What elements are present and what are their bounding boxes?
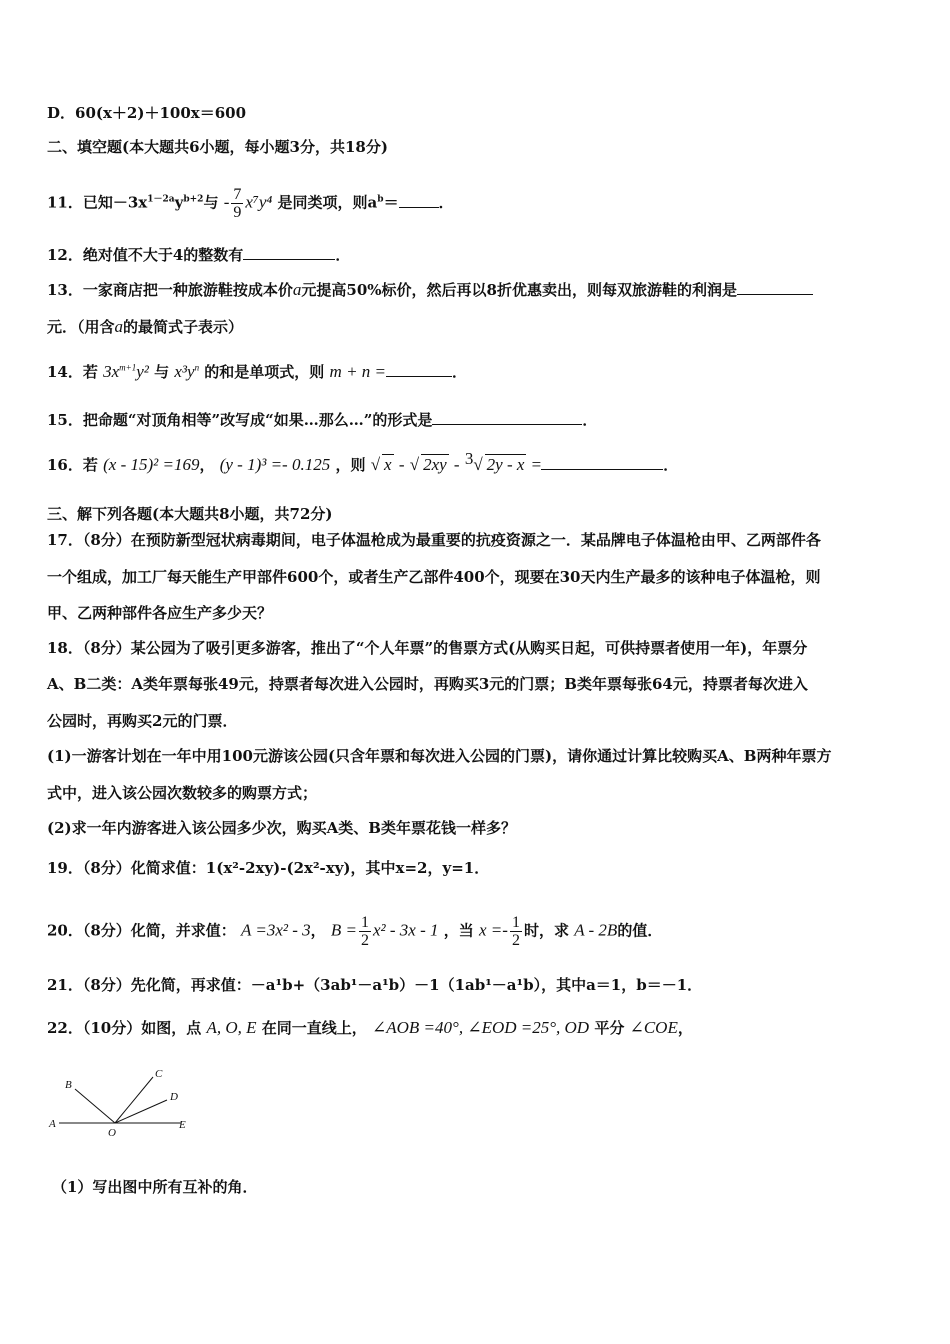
q13-text-b: 元提高50%标价，然后再以8折优惠卖出，则每双旅游鞋的利润是 bbox=[301, 281, 737, 299]
question-17-line-2: 一个组成，加工厂每天能生产甲部件600个，或者生产乙部件400个，现要在30天内生产最多的该种电子体温枪，则 bbox=[47, 568, 821, 586]
label-o: O bbox=[108, 1127, 116, 1139]
q22-coe: ∠COE bbox=[629, 1018, 678, 1037]
q16-text-a: 16．若 bbox=[47, 456, 98, 474]
q20-text-a: 20．（8分）化简，并求值： bbox=[47, 921, 236, 940]
q11-text-a: 11．已知－3x bbox=[47, 193, 148, 212]
q12-text: 12．绝对值不大于4的整数有 bbox=[47, 246, 244, 264]
question-22 bbox=[47, 1018, 907, 1038]
q16-text-b: ，则 bbox=[335, 456, 366, 474]
q11-minus: - bbox=[223, 192, 230, 212]
q13-text-c: 元．（用含 bbox=[47, 318, 115, 336]
q22-points: A, O, E bbox=[206, 1018, 257, 1037]
q13-var-a2: a bbox=[114, 317, 124, 336]
q11-text-e: ＝ bbox=[383, 193, 399, 212]
q16-sqrt-x: x bbox=[384, 455, 392, 474]
ray-ob bbox=[75, 1089, 115, 1123]
label-d: D bbox=[170, 1091, 178, 1103]
label-e: E bbox=[179, 1119, 186, 1131]
q14-text-a: 14．若 bbox=[47, 363, 98, 381]
question-14: 14．若 $3x^{m+1}y^2$ 与 $x^3y^n$ 的和是单项式，则 m + n = ． bbox=[47, 362, 468, 381]
label-b: B bbox=[65, 1079, 72, 1091]
q15-text: 15．把命题“对顶角相等”改写成“如果…那么…”的形式是 bbox=[47, 411, 433, 429]
q20-x-pre: x =- bbox=[479, 920, 508, 940]
q13-answer-blank[interactable] bbox=[737, 280, 813, 295]
q20-expr-A: A =3x² - 3 bbox=[241, 920, 311, 940]
q16-expr2: (y - 1)³ =- 0.125 bbox=[219, 455, 331, 474]
question-18-line-3: 公园时，再购买2元的门票． bbox=[47, 712, 238, 730]
question-17-line-1: 17．（8分）在预防新型冠状病毒期间，电子体温枪成为最重要的抗疫资源之一．某品牌电子体温枪由甲、乙两部件各 bbox=[47, 531, 821, 549]
q20-text-d: 的值． bbox=[617, 921, 663, 940]
q12-answer-blank[interactable] bbox=[243, 245, 335, 260]
question-18-part-1-cont: 式中，进入该公园次数较多的购票方式； bbox=[47, 784, 318, 802]
question-22-part-1: （1）写出图中所有互补的角． bbox=[52, 1178, 258, 1196]
q16-sqrt-2xy: 2xy bbox=[423, 455, 447, 474]
q16-equals: = bbox=[531, 455, 542, 474]
q22-text-a: 22．（10分）如图，点 bbox=[47, 1019, 202, 1037]
question-21: 21．（8分）先化简，再求值：－a¹b+（3ab¹－a¹b）－1（1ab¹－a¹b），其中a＝1，b＝－1． bbox=[47, 976, 703, 994]
q20-text-b: ，当 bbox=[443, 921, 474, 940]
question-17-line-3: 甲、乙两种部件各应生产多少天？ bbox=[47, 604, 273, 622]
question-18-line-1: 18．（8分）某公园为了吸引更多游客，推出了“个人年票”的售票方式(从购买日起，可供持票者使用一年)，年票分 bbox=[47, 639, 808, 657]
q20-x-fraction: $\frac{1}{2}$ bbox=[511, 914, 520, 949]
question-15: 15．把命题“对顶角相等”改写成“如果…那么…”的形式是 ． bbox=[47, 411, 598, 429]
q11-text-b: y bbox=[174, 193, 184, 212]
q11-frac-den: 9 bbox=[233, 204, 242, 221]
q16-minus-1: - bbox=[398, 455, 405, 474]
q16-radical-sign-2: √ bbox=[409, 455, 420, 474]
q11-answer-blank[interactable] bbox=[399, 193, 439, 208]
q22-text-c: 平分 bbox=[594, 1019, 625, 1037]
question-20: 20．（8分）化简，并求值： A =3x² - 3， B = $\frac{1}{2}$ x² - 3x - 1 ，当 x =- $\frac{1}{2}$ 时，求 A - 2B的值． bbox=[47, 914, 663, 949]
q20-expr-B-pre: B = bbox=[330, 920, 357, 940]
q20-expr-B-post: x² - 3x - 1 bbox=[373, 920, 439, 940]
q13-var-a: a bbox=[292, 280, 302, 299]
q11-text-c: 与 bbox=[203, 193, 219, 212]
q13-text-d: 的最简式子表示） bbox=[123, 318, 244, 336]
q11-exp3: b bbox=[377, 194, 384, 205]
q11-exp1: 1－2a bbox=[147, 194, 175, 205]
q22-angles: ∠AOB =40°, ∠EOD =25°, OD bbox=[372, 1018, 590, 1037]
question-18-line-2: A、B二类：A类年票每张49元，持票者每次进入公园时，再购买3元的门票；B类年票每张64元，持票者每次进入 bbox=[47, 675, 808, 693]
q16-cube-index: 3 bbox=[464, 449, 474, 468]
question-11: 11．已知$-3x^{1-2a}y^{b+2}$与 - $\frac{7}{9}$ x⁷y⁴ 是同类项，则$a^b=$ ． bbox=[47, 186, 454, 221]
q13-text-a: 13．一家商店把一种旅游鞋按成本价 bbox=[47, 281, 293, 299]
question-13 bbox=[47, 280, 907, 300]
q16-expr1: (x - 15)² =169 bbox=[103, 455, 200, 474]
q20-target: A - 2B bbox=[574, 920, 618, 940]
ray-od bbox=[115, 1100, 167, 1123]
section-3-heading: 三、解下列各题(本大题共8小题，共72分) bbox=[47, 505, 333, 523]
q20-B-fraction: $\frac{1}{2}$ bbox=[361, 914, 369, 949]
q11-monomial: x⁷y⁴ bbox=[245, 192, 273, 212]
q14-expr1: $3x^{m+1}y^2$ bbox=[103, 362, 149, 381]
q11-frac-num: 7 bbox=[233, 186, 242, 203]
q16-answer-blank[interactable] bbox=[541, 455, 663, 470]
question-12: 12．绝对值不大于4的整数有 ． bbox=[47, 246, 351, 264]
question-18-part-2: (2)求一年内游客进入该公园多少次，购买A类、B类年票花钱一样多？ bbox=[47, 819, 516, 837]
question-19: 19．（8分）化简求值：1(x²-2xy)-(2x²-xy)，其中x=2，y=1． bbox=[47, 859, 490, 877]
q16-cbrt-2y-x: 2y - x bbox=[486, 455, 525, 474]
q11-fraction bbox=[231, 186, 243, 221]
label-c: C bbox=[155, 1068, 163, 1080]
q22-text-d: ， bbox=[677, 1019, 693, 1037]
q14-text-c: 的和是单项式，则 bbox=[204, 363, 325, 381]
q14-text-b: 与 bbox=[154, 363, 170, 381]
question-18-part-1: (1)一游客计划在一年中用100元游该公园(只含年票和每次进入公园的门票)，请你通过计算比较购买A、B两种年票方 bbox=[47, 747, 832, 765]
q11-text-d: 是同类项，则a bbox=[277, 193, 378, 212]
q16-minus-2: - bbox=[453, 455, 460, 474]
q15-answer-blank[interactable] bbox=[432, 410, 582, 425]
q11-exp2: b+2 bbox=[183, 194, 204, 205]
section-2-heading: 二、填空题(本大题共6小题，每小题3分，共18分) bbox=[47, 138, 388, 156]
question-16: 16．若 (x - 15)² =169， (y - 1)³ =- 0.125 ，则 √ x - √ 2xy - $^3$√ 2y - x = ． bbox=[47, 449, 679, 474]
q16-radical-sign-1: √ bbox=[370, 455, 381, 474]
label-a: A bbox=[49, 1118, 56, 1130]
option-d: D．60(x＋2)＋100x＝600 bbox=[47, 104, 247, 122]
q16-radical-sign-3: √ bbox=[473, 455, 483, 474]
q14-expr3: m + n = bbox=[329, 362, 387, 381]
ray-oc bbox=[115, 1077, 153, 1123]
q20-text-c: 时，求 bbox=[523, 921, 569, 940]
angle-figure bbox=[45, 1062, 205, 1142]
q22-text-b: 在同一直线上， bbox=[261, 1019, 367, 1037]
question-13-cont bbox=[47, 317, 907, 337]
q14-answer-blank[interactable] bbox=[386, 362, 452, 377]
q14-expr2: $x^3y^n$ bbox=[174, 362, 200, 381]
